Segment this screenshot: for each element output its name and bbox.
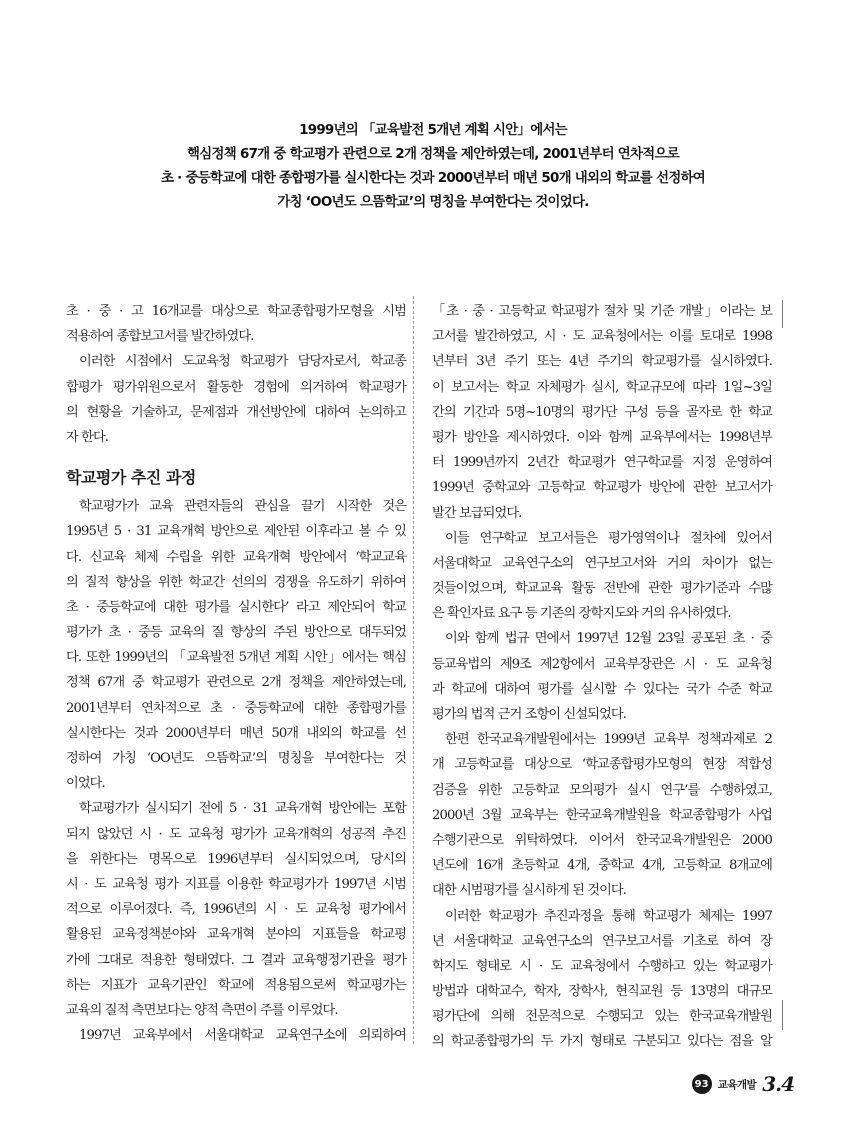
body-line: 것들이었으며, 학교교육 활동 전반에 관한 평가기준과 수많 [432, 581, 772, 597]
column-divider [413, 296, 414, 1044]
body-line: 방법과 대학교수, 학자, 장학사, 현직교원 등 13명의 대규모 [432, 984, 772, 1000]
section-heading: 학교평가 추진 과정 [66, 468, 196, 488]
body-line: 은 확인자료 요구 등 기존의 장학지도와 거의 유사하였다. [432, 606, 731, 622]
right-column [432, 299, 772, 1055]
body-line: 이러한 학교평가 추진과정을 통해 학교평가 체제는 1997 [445, 908, 772, 924]
body-line: 학지도 형태로 시 · 도 교육청에서 수행하고 있는 학교평가 [432, 958, 772, 974]
body-line: 초 · 중등학교에 대한 평가를 실시한다’ 라고 제안되어 학교 [66, 599, 406, 615]
body-line: 1997년 교육부에서 서울대학교 교육연구소에 의뢰하여 [79, 1028, 406, 1044]
body-line: 정하여 가칭 ‘OO년도 으뜸학교’의 명칭을 부여한다는 것 [66, 751, 406, 766]
body-line: 이었다. [66, 776, 105, 792]
body-line: 과 학교에 대하여 평가를 실시할 수 있다는 국가 수준 학교 [432, 681, 772, 697]
body-line: 의 현황을 기술하고, 문제점과 개선방안에 대하여 논의하고 [66, 404, 406, 420]
body-line: 대한 시범평가를 실시하게 된 것이다. [432, 883, 627, 899]
body-line: 평가단에 의해 전문적으로 수행되고 있는 한국교육개발원 [432, 1009, 772, 1025]
body-line: 이러한 시점에서 도교육청 학교평가 담당자로서, 학교종 [79, 354, 406, 370]
body-line: 년 서울대학교 교육연구소의 연구보고서를 기초로 하여 장 [432, 933, 772, 949]
pull-quote-line: 1999년의 「교육발전 5개년 계획 시안」에서는 [299, 123, 567, 138]
body-line: 을 위한다는 명목으로 1996년부터 실시되었으며, 당시의 [66, 851, 406, 867]
body-line: 다. 또한 1999년의 「교육발전 5개년 계획 시안」에서는 핵심 [66, 650, 406, 666]
body-line: 합평가 평가위원으로서 활동한 경험에 의거하여 학교평가 [66, 379, 406, 395]
magazine-name: 교육개발 [717, 1078, 757, 1091]
body-line: 등교육법의 제9조 제2항에서 교육부장관은 시 · 도 교육청 [432, 656, 772, 672]
pull-quote-line: 초 · 중등학교에 대한 종합평가를 실시한다는 것과 2000년부터 매년 50개 내외의 학교를 선정하여 [160, 171, 706, 186]
body-line: 적으로 이루어졌다. 즉, 1996년의 시 · 도 교육청 평가에서 [66, 902, 406, 918]
body-line: 다. 신교육 체제 수립을 위한 교육개혁 방안에서 ‘학교교육 [66, 549, 406, 565]
body-line: 하는 지표가 교육기관인 학교에 적용됨으로써 학교평가는 [66, 977, 406, 993]
page-footer [692, 1072, 794, 1096]
body-line: 이와 함께 법규 면에서 1997년 12월 23일 공포된 초 · 중 [445, 631, 772, 647]
body-line: 「초 · 중 · 고등학교 학교평가 절차 및 기준 개발」이라는 보 [432, 304, 772, 319]
body-line: 이 보고서는 학교 자체평가 실시, 학교규모에 따라 1일~3일 [432, 379, 772, 395]
body-line: 고서를 발간하였고, 시 · 도 교육청에서는 이를 토대로 1998 [432, 329, 772, 345]
body-line: 간의 기간과 5명~10명의 평가단 구성 등을 골자로 한 학교 [432, 404, 772, 420]
body-line: 년부터 3년 주기 또는 4년 주기의 학교평가를 실시하였다. [432, 354, 772, 370]
pull-quote-line: 가칭 ‘OO년도 으뜸학교’의 명칭을 부여한다는 것이었다. [277, 195, 589, 210]
issue-number: 3.4 [762, 1072, 794, 1096]
body-line: 발간 보급되었다. [432, 505, 522, 521]
body-line: 터 1999년까지 2년간 학교평가 연구학교를 지정 운영하여 [432, 455, 772, 471]
body-line: 적용하여 종합보고서를 발간하였다. [66, 329, 254, 345]
body-line: 시 · 도 교육청 평가 지표를 이용한 학교평가가 1997년 시범 [66, 876, 406, 892]
body-line: 활용된 교육정책분야와 교육개혁 분야의 지표들을 학교평 [66, 927, 406, 943]
body-line: 1999년 중학교와 고등학교 학교평가 방안에 관한 보고서가 [432, 480, 772, 496]
body-line: 2001년부터 연차적으로 초 · 중등학교에 대한 종합평가를 [66, 700, 406, 716]
margin-mark [782, 1000, 783, 1030]
body-line: 수행기관으로 위탁하였다. 이어서 한국교육개발원은 2000 [432, 832, 772, 848]
pull-quote [60, 119, 806, 215]
body-line: 평가가 초 · 중등 교육의 질 향상의 주된 방안으로 대두되었 [66, 625, 406, 641]
pull-quote-line: 핵심정책 67개 중 학교평가 관련으로 2개 정책을 제안하였는데, 2001년부터 연차적으로 [187, 147, 679, 162]
body-line: 2000년 3월 교육부는 한국교육개발원을 학교종합평가 사업 [432, 807, 772, 823]
body-line: 년도에 16개 초등학교 4개, 중학교 4개, 고등학교 8개교에 [432, 858, 772, 874]
left-column [66, 299, 406, 1048]
body-line: 평가의 법적 근거 조항이 신설되었다. [432, 707, 627, 722]
margin-mark [782, 300, 783, 328]
body-line: 정책 67개 중 학교평가 관련으로 2개 정책을 제안하였는데, [66, 675, 406, 691]
body-line: 평가 방안을 제시하였다. 이와 함께 교육부에서는 1998년부 [432, 429, 772, 445]
body-line: 의 질적 향상을 위한 학교간 선의의 경쟁을 유도하기 위하여 [66, 574, 406, 590]
body-line: 학교평가가 교육 관련자들의 관심을 끌기 시작한 것은 [79, 499, 406, 515]
page-number: 93 [692, 1074, 712, 1094]
body-line: 이들 연구학교 보고서들은 평가영역이나 절차에 있어서 [445, 530, 772, 546]
body-line: 교육의 질적 측면보다는 양적 측면이 주를 이루었다. [66, 1002, 338, 1018]
body-line: 초 · 중 · 고 16개교를 대상으로 학교종합평가모형을 시범 [66, 304, 406, 319]
body-line: 1995년 5 · 31 교육개혁 방안으로 제안된 이후라고 볼 수 있 [66, 524, 406, 540]
body-line: 한편 한국교육개발원에서는 1999년 교육부 정책과제로 2 [445, 732, 772, 748]
body-line: 실시한다는 것과 2000년부터 매년 50개 내외의 학교를 선 [66, 725, 406, 741]
body-line: 검증을 위한 고등학교 모의평가 실시 연구’를 수행하였고, [432, 782, 772, 798]
body-line: 학교평가가 실시되기 전에 5 · 31 교육개혁 방안에는 포함 [79, 801, 406, 817]
body-line: 서울대학교 교육연구소의 연구보고서와 거의 차이가 없는 [432, 555, 772, 571]
body-line: 자 한다. [66, 429, 109, 445]
body-line: 가에 그대로 적용한 형태였다. 그 결과 교육행정기관을 평가 [66, 952, 406, 968]
body-line: 되지 않았던 시 · 도 교육청 평가가 교육개혁의 성공적 추진 [66, 826, 406, 842]
body-line: 개 고등학교를 대상으로 ‘학교종합평가모형의 현장 적합성 [432, 757, 772, 773]
body-line: 의 학교종합평가의 두 가지 형태로 구분되고 있다는 점을 알 [432, 1034, 772, 1050]
